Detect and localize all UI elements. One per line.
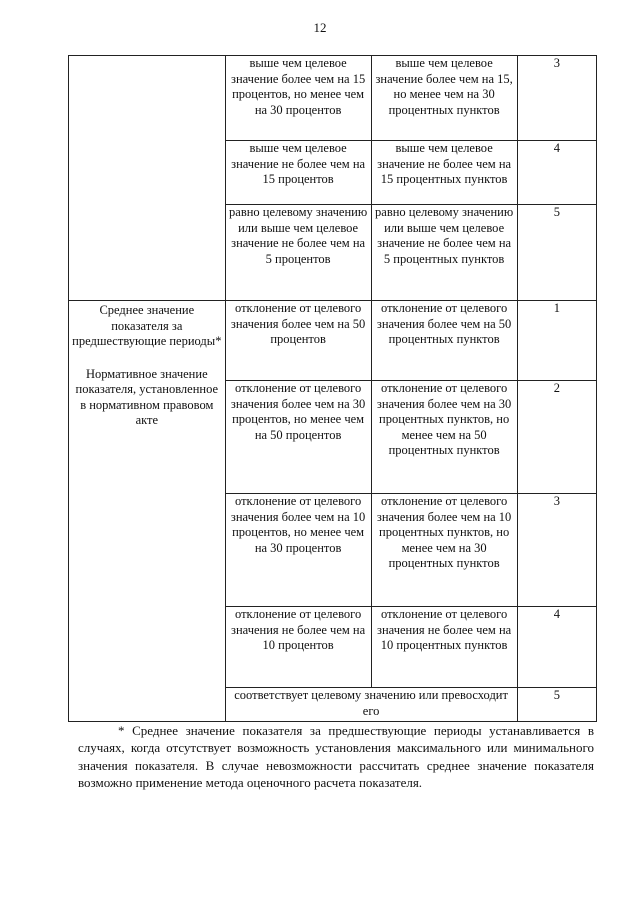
points-criterion-cell: выше чем целевое значение не более чем на 15 процентных пунктов [371,141,517,205]
footnote: * Среднее значение показателя за предшествующие периоды устанавливается в случаях, когда отсутствует возможность установления максимального или минимального значения показателя. В случае невозможности рассчитать среднее значение показателя возможно применение метода оценочного расчета показателя. [78,723,594,791]
points-criterion-cell: равно целевому значению или выше чем целевое значение не более чем на 5 процентных пунктов [371,205,517,301]
indicator-mean-label: Среднее значение показателя за предшествующие периоды* [72,303,222,348]
percent-criterion-cell: выше чем целевое значение не более чем на 15 процентов [225,141,371,205]
percent-criterion-cell: отклонение от целевого значения более чем на 10 процентов, но менее чем на 30 процентов [225,494,371,607]
criteria-table [68,55,597,722]
indicator-norm-label: Нормативное значение показателя, установленное в нормативном правовом акте [75,366,219,427]
score-cell: 5 [517,205,596,301]
points-criterion-cell: выше чем целевое значение более чем на 15, но менее чем на 30 процентных пунктов [371,56,517,141]
score-cell: 3 [517,494,596,607]
page-number: 12 [313,20,327,35]
score-cell: 4 [517,141,596,205]
percent-criterion-cell: равно целевому значению или выше чем целевое значение не более чем на 5 процентов [225,205,371,301]
indicator-cell-empty [69,56,226,301]
score-cell: 3 [517,56,596,141]
percent-criterion-cell: отклонение от целевого значения более чем на 30 процентов, но менее чем на 50 процентов [225,381,371,494]
table-row [69,56,597,141]
percent-criterion-cell: отклонение от целевого значения более чем на 50 процентов [225,301,371,381]
points-criterion-cell: отклонение от целевого значения более чем на 30 процентных пунктов, но менее чем на 50 процентных пунктов [371,381,517,494]
score-cell: 1 [517,301,596,381]
indicator-cell [69,301,226,722]
points-criterion-cell: отклонение от целевого значения более чем на 10 процентных пунктов, но менее чем на 30 процентных пунктов [371,494,517,607]
percent-criterion-cell: отклонение от целевого значения не более чем на 10 процентов [225,607,371,688]
points-criterion-cell: отклонение от целевого значения более чем на 50 процентных пунктов [371,301,517,381]
table-row [69,301,597,381]
points-criterion-cell: отклонение от целевого значения не более чем на 10 процентных пунктов [371,607,517,688]
score-cell: 2 [517,381,596,494]
score-cell: 5 [517,688,596,722]
score-cell: 4 [517,607,596,688]
matches-target-cell: соответствует целевому значению или превосходит его [225,688,517,722]
percent-criterion-cell: выше чем целевое значение более чем на 15 процентов, но менее чем на 30 процентов [225,56,371,141]
